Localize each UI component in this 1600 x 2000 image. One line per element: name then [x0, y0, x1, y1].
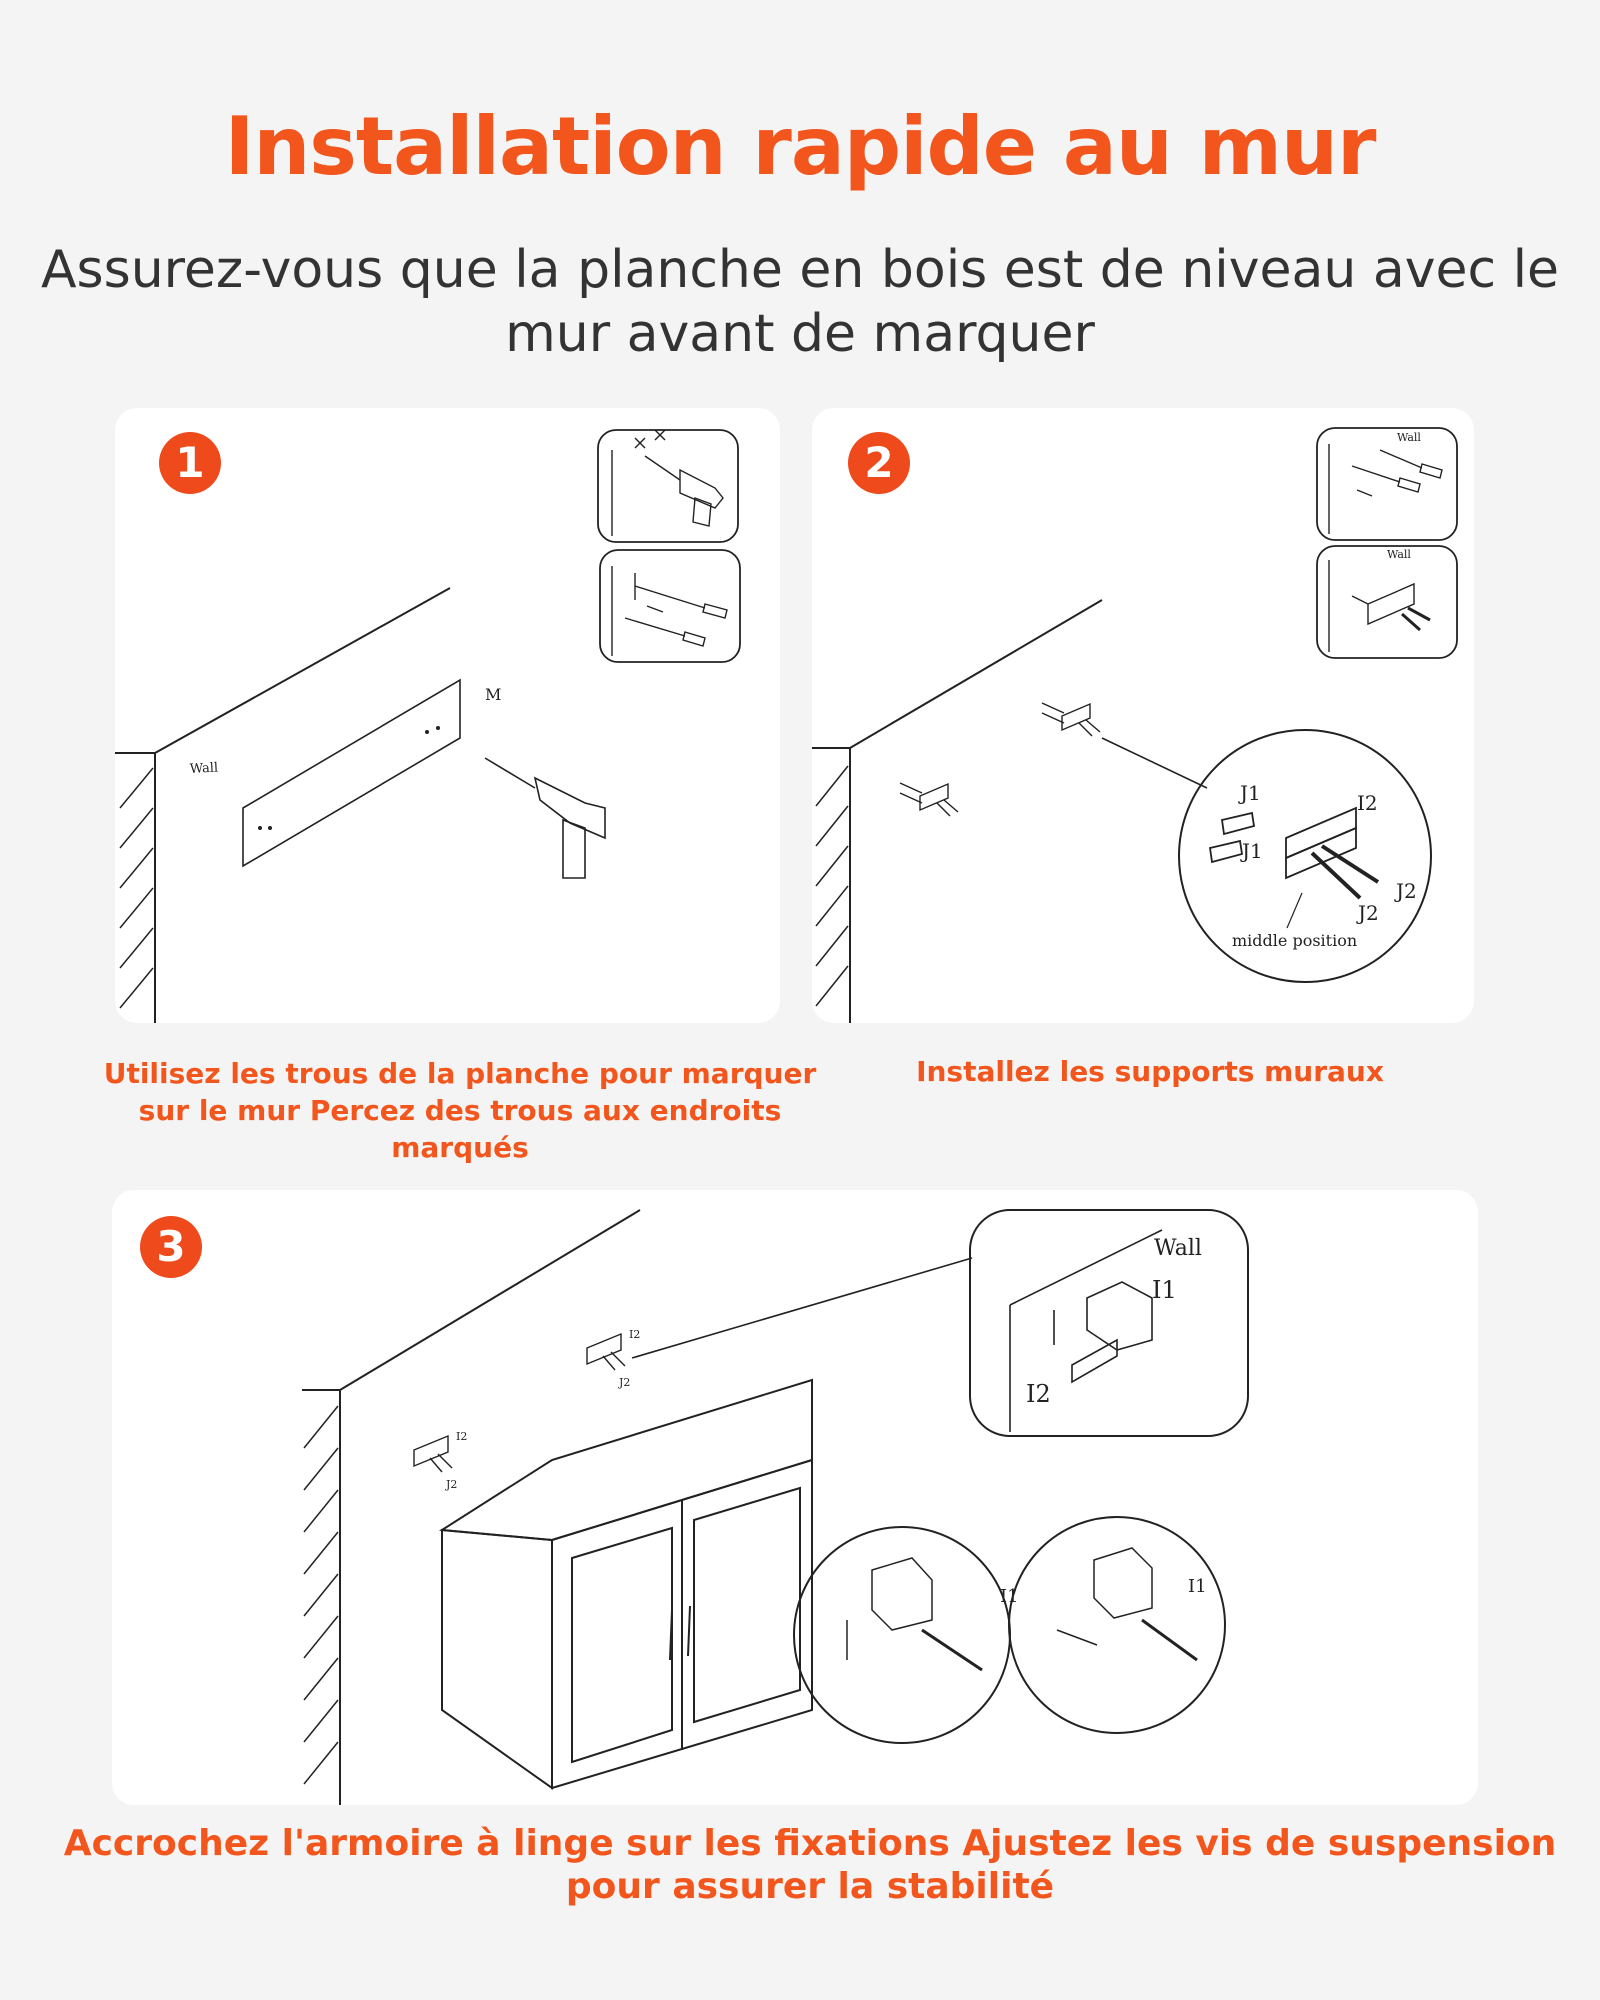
i2-label: I2	[1026, 1380, 1051, 1408]
wall-label-inset-1: Wall	[1397, 431, 1421, 444]
wall-hatching	[304, 1406, 338, 1784]
step-3-panel	[112, 1190, 1478, 1805]
inset-bracket-frame	[970, 1210, 1248, 1436]
step-2-panel	[812, 408, 1474, 1023]
board-label: M	[485, 685, 502, 704]
wall-label: Wall	[1154, 1236, 1202, 1261]
adjust-horizontal-circle	[1009, 1517, 1225, 1733]
bracket-left	[414, 1436, 452, 1472]
step-2-illustration	[812, 408, 1474, 1023]
bracket-left	[900, 783, 958, 816]
inset-anchor-frame	[1317, 428, 1457, 540]
step-1-panel	[115, 408, 780, 1023]
j2-label: J2	[1396, 879, 1417, 903]
page-subtitle: Assurez-vous que la planche en bois est de niveau avec le mur avant de marquer	[40, 240, 1560, 364]
wall-hatching	[120, 768, 153, 1008]
i2-label-small-left: I2	[456, 1430, 468, 1443]
wall-label-inset-2: Wall	[1387, 548, 1411, 561]
i2-label-small-right: I2	[629, 1328, 641, 1341]
inset-drill-frame	[598, 430, 738, 542]
i1-label-vertical: I1	[1000, 1586, 1019, 1607]
inset-anchor-icon	[1329, 444, 1442, 534]
callout-line	[1102, 738, 1207, 788]
i2-label: I2	[1357, 791, 1378, 815]
wood-board	[243, 680, 460, 866]
j2-label-lower: J2	[1358, 901, 1379, 925]
step-2-caption: Installez les supports muraux	[916, 1055, 1384, 1088]
zoom-bracket	[1210, 808, 1378, 928]
bracket-right	[587, 1334, 625, 1370]
j1-label-lower: J1	[1242, 839, 1263, 863]
adjust-horizontal-icon	[1057, 1548, 1197, 1660]
wall-ceiling-line	[155, 588, 450, 753]
step-3-caption: Accrochez l'armoire à linge sur les fixations Ajustez les vis de suspension pour assurer la stabilité	[63, 1823, 1557, 1907]
i1-label-horizontal: I1	[1188, 1576, 1207, 1597]
bracket-upper	[1042, 703, 1100, 736]
j2-label-small-right: J2	[619, 1376, 631, 1389]
inset-anchor-frame	[600, 550, 740, 662]
wall-hatching	[816, 766, 848, 1006]
j2-label-small-left: J2	[446, 1478, 458, 1491]
adjust-vertical-icon	[847, 1558, 982, 1670]
inset-anchor-icon	[612, 566, 727, 656]
j1-label: J1	[1240, 781, 1261, 805]
wall-ceiling-line	[340, 1210, 640, 1390]
step-1-caption: Utilisez les trous de la planche pour marquer sur le mur Percez des trous aux endroits marqués	[103, 1057, 817, 1164]
inset-drill-icon	[612, 430, 723, 536]
board-holes	[258, 726, 440, 830]
adjust-vertical-circle	[794, 1527, 1010, 1743]
inset-bracket-frame	[1317, 546, 1457, 658]
wall-label: Wall	[189, 760, 219, 777]
step-1-badge: 1	[159, 432, 221, 494]
page-title: Installation rapide au mur	[224, 100, 1376, 193]
i1-label: I1	[1152, 1276, 1177, 1304]
step-3-illustration	[112, 1190, 1478, 1805]
inset-bracket-icon	[1329, 560, 1430, 652]
wall-ceiling-line	[850, 600, 1102, 748]
callout-line	[632, 1258, 972, 1358]
step-1-illustration	[115, 408, 780, 1023]
step-2-badge: 2	[848, 432, 910, 494]
drill-icon	[485, 758, 605, 878]
middle-position-label: middle position	[1232, 931, 1358, 950]
step-3-badge: 3	[140, 1216, 202, 1278]
wall-cabinet	[442, 1380, 812, 1788]
